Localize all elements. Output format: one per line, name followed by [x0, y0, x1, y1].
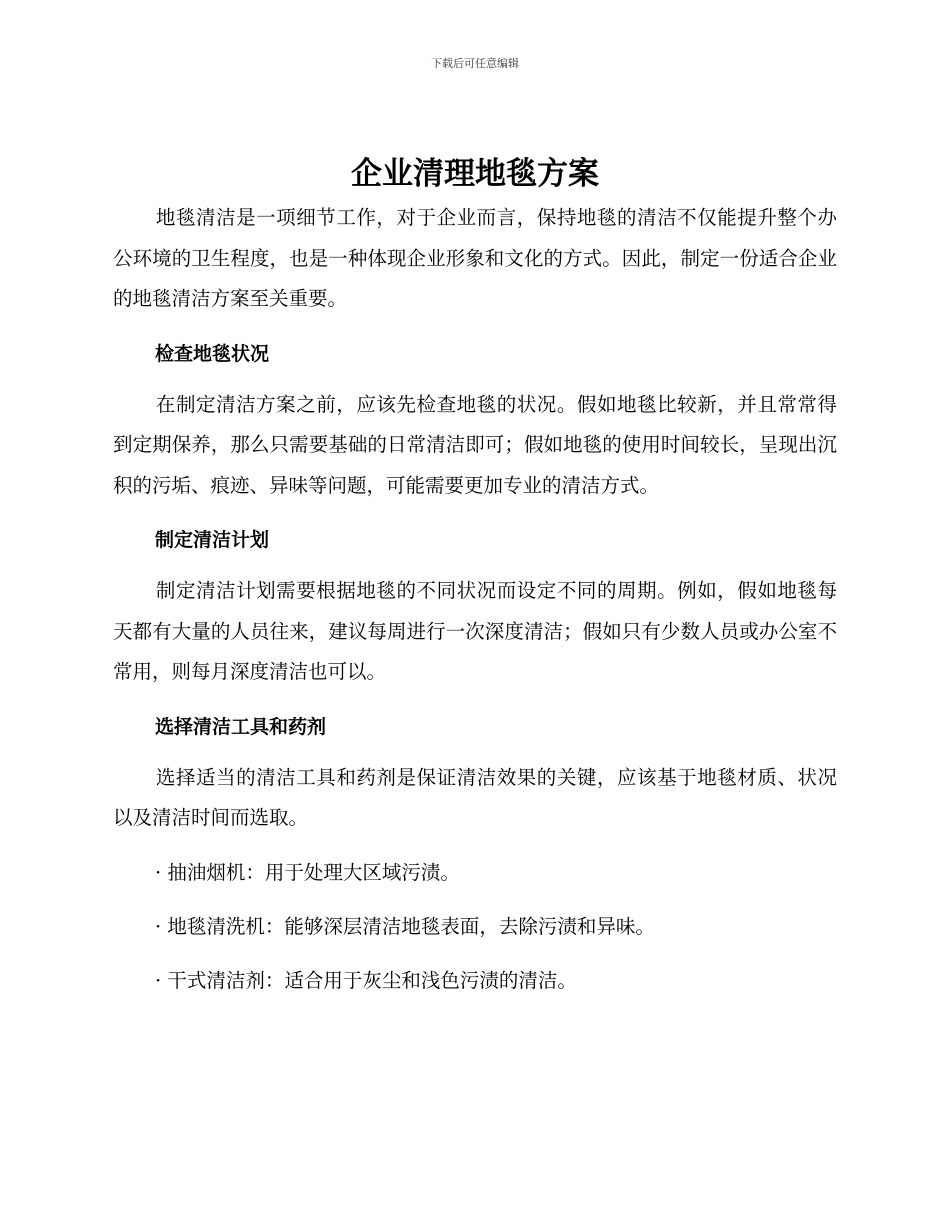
section-body-inspect: 在制定清洁方案之前，应该先检查地毯的状况。假如地毯比较新，并且常常得到定期保养，那么只需要基础的日常清洁即可；假如地毯的使用时间较长，呈现出沉积的污垢、痕迹、异味等问题，可能需要更加专业的清洁方式。: [113, 392, 837, 497]
intro-paragraph: 地毯清洁是一项细节工作，对于企业而言，保持地毯的清洁不仅能提升整个办公环境的卫生程度，也是一种体现企业形象和文化的方式。因此，制定一份适合企业的地毯清洁方案至关重要。: [113, 206, 837, 310]
header-note: 下载后可任意编辑: [431, 57, 519, 70]
section-body-plan: 制定清洁计划需要根据地毯的不同状况而设定不同的周期。例如，假如地毯每天都有大量的人员往来，建议每周进行一次深度清洁；假如只有少数人员或办公室不常用，则每月深度清洁也可以。: [113, 579, 837, 683]
list-item: · 抽油烟机：用于处理大区域污渍。: [155, 860, 460, 884]
section-body-tools: 选择适当的清洁工具和药剂是保证清洁效果的关键，应该基于地毯材质、状况以及清洁时间而选取。: [113, 765, 837, 829]
list-item: · 地毯清洗机：能够深层清洁地毯表面，去除污渍和异味。: [155, 914, 655, 938]
list-item: · 干式清洁剂：适合用于灰尘和浅色污渍的清洁。: [155, 968, 577, 992]
document-body: [113, 150, 837, 1001]
section-heading-inspect: 检查地毯状况: [155, 342, 270, 365]
section-heading-tools: 选择清洁工具和药剂: [155, 715, 327, 738]
document-title: 企业清理地毯方案: [351, 156, 599, 192]
section-heading-plan: 制定清洁计划: [155, 529, 270, 551]
